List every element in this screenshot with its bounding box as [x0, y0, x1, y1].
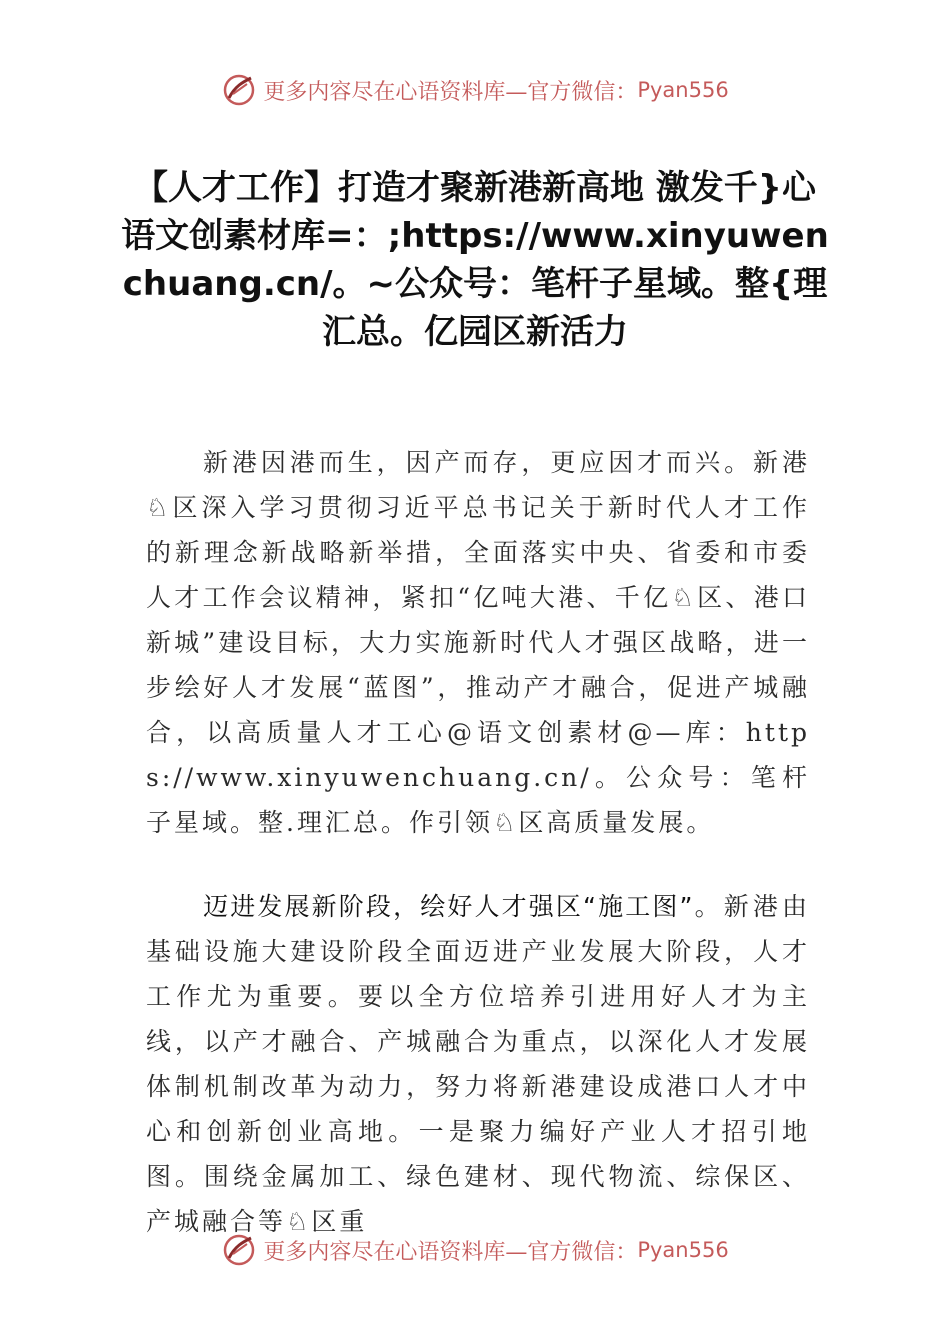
- brand-logo-icon: [221, 72, 257, 108]
- banner-account: Pyan556: [637, 78, 729, 102]
- header-banner: [0, 72, 950, 108]
- brand-logo-icon: [221, 1232, 257, 1268]
- paragraph-lead: 迈进发展新阶段，绘好人才强区“施工图”: [202, 892, 694, 921]
- paragraph-1: [146, 440, 810, 845]
- banner-text: 更多内容尽在心语资料库—官方微信：: [263, 1239, 638, 1265]
- banner-account: Pyan556: [637, 1238, 729, 1262]
- paragraph-text: 新港因港而生，因产而存，更应因才而兴。新港♘区深入学习贯彻习近平总书记关于新时代人才工作的新理念新战略新举措，全面落实中央、省委和市委人才工作会议精神，紧扣“亿吨大港、千亿♘区、港口新城”建设目标，大力实施新时代人才强区战略，进一步绘好人才发展“蓝图”，推动产才融合，促进产城融合，以高质量人才工心@语文创素材@—库：https://www.xinyuwenchuang.cn/。公众号：笔杆子星域。整.理汇总。作引领♘区高质量发展。: [146, 448, 810, 837]
- document-title: 【人才工作】打造才聚新港新高地 激发千}心语文创素材库=：;https://www.xinyuwenchuang.cn/。~公众号：笔杆子星域。整{理汇总。亿园区新活力: [121, 168, 829, 352]
- paragraph-2: [146, 884, 810, 1244]
- paragraph-text: 。新港由基础设施大建设阶段全面迈进产业发展大阶段，人才工作尤为重要。要以全方位培养引进用好人才为主线，以产才融合、产城融合为重点，以深化人才发展体制机制改革为动力，努力将新港建设成港口人才中心和创新创业高地。一是聚力编好产业人才招引地图。围绕金属加工、绿色建材、现代物流、综保区、产城融合等♘区重: [146, 892, 810, 1236]
- footer-banner: [0, 1232, 950, 1268]
- banner-text: 更多内容尽在心语资料库—官方微信：: [263, 79, 638, 105]
